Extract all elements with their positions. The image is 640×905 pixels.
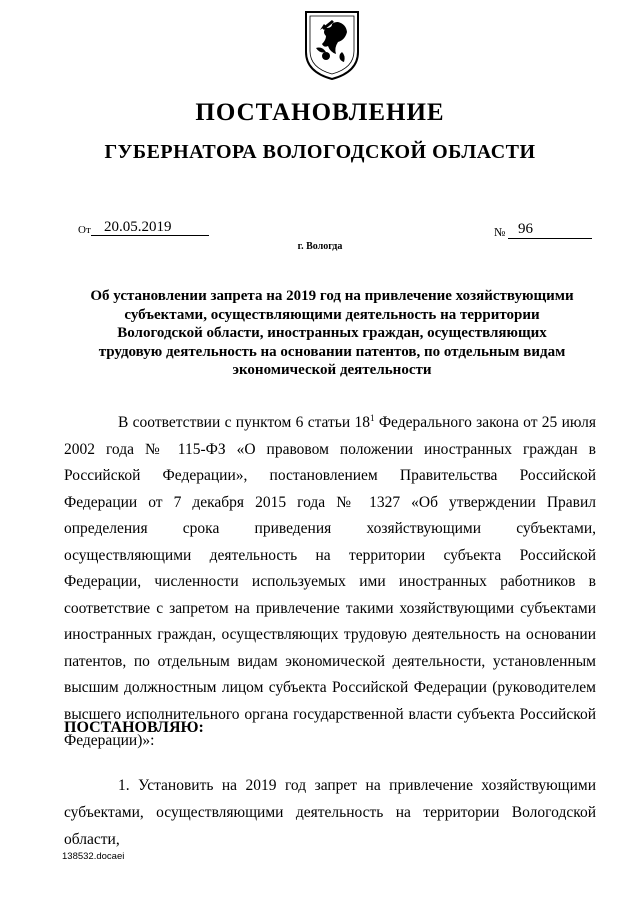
date-prefix-label: От [78,224,91,236]
document-heading [64,287,600,380]
document-issuer: ГУБЕРНАТОРА ВОЛОГОДСКОЙ ОБЛАСТИ [104,141,536,163]
clause-1-paragraph: 1. Установить на 2019 год запрет на привлечение хозяйствующими субъектами, осуществляющими деятельность на территории Вологодской области, [64,777,596,848]
decree-label: ПОСТАНОВЛЯЮ: [64,719,204,736]
heading-line: экономической деятельности [232,362,432,378]
preamble-paragraph [64,405,596,755]
document-number: 96 [518,221,533,237]
file-code-footer: 138532.docaei [62,851,125,862]
article-superscript: 1 [369,413,375,423]
date-underline [91,235,209,236]
preamble-text-start: В соответствии с пунктом 6 статьи 18 [118,414,370,432]
document-title: ПОСТАНОВЛЕНИЕ [195,99,445,126]
document-city: г. Вологда [297,241,343,252]
heading-line: Об установлении запрета на 2019 год на привлечение хозяйствующими [90,288,574,304]
document-date: 20.05.2019 [104,219,172,235]
preamble-text-rest: Федерального закона от 25 июля 2002 года № 115-ФЗ «О правовом положении иностранных граждан в Российской Федерации», постановлением Правительства Российской Федерации от 7 декабря 2015 года № 1327 «Об утверждении Правил определения срока приведения хозяйствующими субъектами, осуществляющими деятельность на территории субъекта Российской Федерации, численности используемых ими иностранных работников в соответствие с запретом на привлечение такими хозяйствующими субъектами иностранных граждан, осуществляющих трудовую деятельность на основании патентов, по отдельным видам экономической деятельности, установленным высшим должностным лицом субъекта Российской Федерации (руководителем высшего исполнительного органа государственной власти субъекта Российской Федерации)»: [64,414,596,750]
coat-of-arms-emblem [302,8,362,82]
heading-line: трудовую деятельность на основании патентов, по отдельным видам [98,343,566,360]
number-prefix-label: № [494,225,506,239]
heading-line: Вологодской области, иностранных граждан, осуществляющих [117,325,547,341]
number-underline [508,238,592,239]
heading-line: субъектами, осуществляющими деятельность на территории [124,306,540,323]
